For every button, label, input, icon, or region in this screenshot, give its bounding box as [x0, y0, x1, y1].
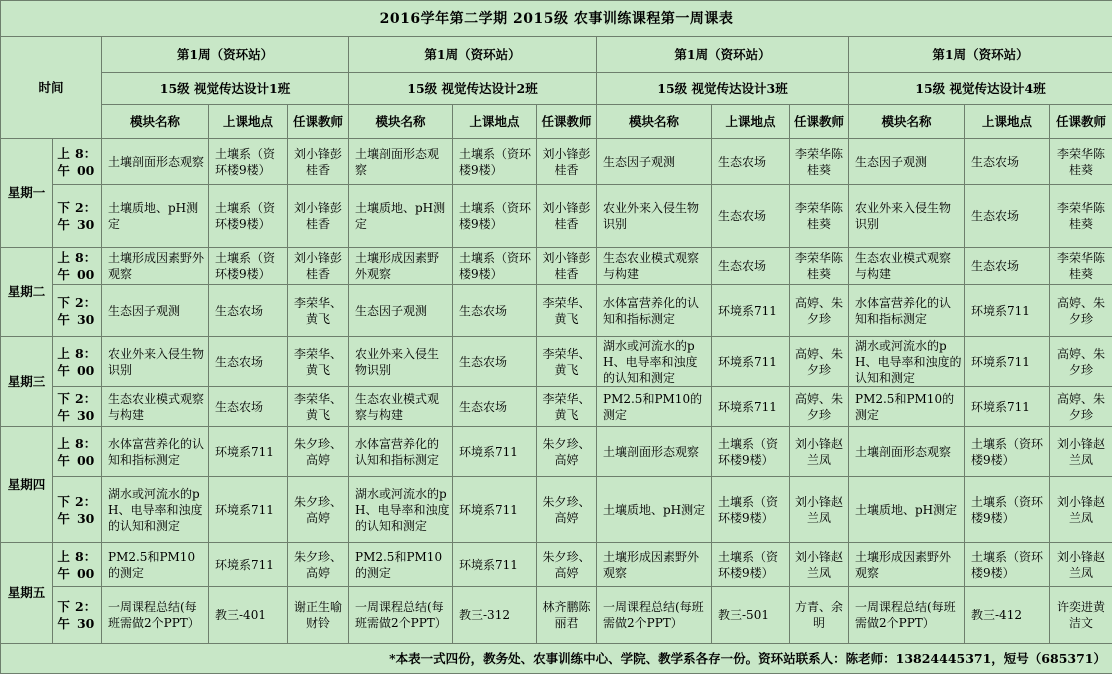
location-cell: 土壤系（资环楼9楼）	[711, 476, 790, 543]
location-cell: 教三-501	[711, 586, 790, 644]
location-cell: 环境系711	[452, 542, 537, 587]
location-cell: 环境系711	[452, 476, 537, 543]
module-cell: 土壤质地、pH测定	[596, 476, 712, 543]
teacher-cell: 李荣华陈桂葵	[1049, 138, 1112, 185]
teacher-cell: 高婷、朱夕珍	[1049, 336, 1112, 387]
location-cell: 环境系711	[208, 542, 288, 587]
time-slot-time: 2：30	[75, 294, 97, 327]
col-header-teacher: 任课教师	[287, 104, 349, 139]
week-header: 第1周（资环站）	[848, 36, 1112, 73]
teacher-cell: 刘小锋彭桂香	[536, 184, 597, 248]
location-cell: 土壤系（资环楼9楼）	[964, 542, 1050, 587]
teacher-cell: 朱夕珍、高婷	[287, 542, 349, 587]
time-slot-period: 上午	[57, 250, 70, 282]
teacher-cell: 高婷、朱夕珍	[789, 336, 849, 387]
location-cell: 环境系711	[964, 284, 1050, 337]
time-slot-period: 上午	[57, 345, 70, 378]
location-cell: 生态农场	[452, 336, 537, 387]
day-label: 星期五	[0, 542, 53, 644]
teacher-cell: 高婷、朱夕珍	[789, 284, 849, 337]
col-header-teacher: 任课教师	[1049, 104, 1112, 139]
module-cell: 生态农业模式观察与构建	[348, 386, 453, 427]
location-cell: 生态农场	[964, 247, 1050, 285]
location-cell: 生态农场	[964, 184, 1050, 248]
location-cell: 生态农场	[452, 284, 537, 337]
module-cell: 农业外来入侵生物识别	[101, 336, 209, 387]
footer-note: *本表一式四份，教务处、农事训练中心、学院、教学系各存一份。资环站联系人：陈老师：13824445371，短号（685371）	[0, 643, 1112, 674]
location-cell: 教三-412	[964, 586, 1050, 644]
col-header-location: 上课地点	[452, 104, 537, 139]
module-cell: 农业外来入侵生物识别	[596, 184, 712, 248]
teacher-cell: 李荣华陈桂葵	[1049, 247, 1112, 285]
teacher-cell: 刘小锋彭桂香	[536, 247, 597, 285]
location-cell: 生态农场	[208, 386, 288, 427]
time-slot	[52, 386, 102, 427]
teacher-cell: 李荣华陈桂葵	[789, 184, 849, 248]
time-slot-time: 8：00	[75, 548, 97, 581]
time-slot-period: 下午	[57, 493, 70, 526]
time-slot	[52, 247, 102, 285]
module-cell: 土壤剖面形态观察	[348, 138, 453, 185]
location-cell: 环境系711	[452, 426, 537, 477]
module-cell: PM2.5和PM10的测定	[596, 386, 712, 427]
location-cell: 生态农场	[452, 386, 537, 427]
time-slot	[52, 586, 102, 644]
module-cell: 生态因子观测	[348, 284, 453, 337]
teacher-cell: 林齐鹏陈丽君	[536, 586, 597, 644]
module-cell: PM2.5和PM10的测定	[348, 542, 453, 587]
location-cell: 环境系711	[208, 476, 288, 543]
teacher-cell: 刘小锋赵兰凤	[1049, 426, 1112, 477]
time-slot	[52, 476, 102, 543]
location-cell: 生态农场	[711, 138, 790, 185]
module-cell: 湖水或河流水的pH、电导率和浊度的认知和测定	[101, 476, 209, 543]
time-slot	[52, 284, 102, 337]
time-slot-period: 上午	[57, 548, 70, 581]
location-cell: 土壤系（资环楼9楼）	[711, 426, 790, 477]
location-cell: 土壤系（资环楼9楼）	[452, 138, 537, 185]
class-header: 15级 视觉传达设计1班	[101, 72, 349, 105]
teacher-cell: 李荣华陈桂葵	[789, 247, 849, 285]
module-cell: 一周课程总结(每班需做2个PPT）	[848, 586, 965, 644]
teacher-cell: 李荣华陈桂葵	[789, 138, 849, 185]
teacher-cell: 高婷、朱夕珍	[789, 386, 849, 427]
module-cell: 生态农业模式观察与构建	[848, 247, 965, 285]
time-slot-period: 上午	[57, 145, 70, 178]
module-cell: 农业外来入侵生物识别	[348, 336, 453, 387]
module-cell: PM2.5和PM10的测定	[101, 542, 209, 587]
location-cell: 土壤系（资环楼9楼）	[452, 247, 537, 285]
teacher-cell: 高婷、朱夕珍	[1049, 284, 1112, 337]
teacher-cell: 朱夕珍、高婷	[536, 476, 597, 543]
location-cell: 环境系711	[711, 336, 790, 387]
module-cell: 土壤形成因素野外观察	[848, 542, 965, 587]
module-cell: 农业外来入侵生物识别	[848, 184, 965, 248]
col-header-module: 模块名称	[101, 104, 209, 139]
teacher-cell: 刘小锋彭桂香	[287, 138, 349, 185]
time-slot-time: 2：30	[75, 493, 97, 526]
time-slot-time: 2：30	[75, 390, 97, 423]
teacher-cell: 刘小锋赵兰凤	[789, 476, 849, 543]
module-cell: 水体富营养化的认知和指标测定	[348, 426, 453, 477]
location-cell: 环境系711	[964, 386, 1050, 427]
teacher-cell: 李荣华、黄飞	[536, 386, 597, 427]
module-cell: 生态农业模式观察与构建	[101, 386, 209, 427]
location-cell: 环境系711	[711, 284, 790, 337]
location-cell: 生态农场	[711, 247, 790, 285]
day-label: 星期二	[0, 247, 53, 337]
module-cell: 一周课程总结(每班需做2个PPT）	[348, 586, 453, 644]
week-header: 第1周（资环站）	[101, 36, 349, 73]
week-header: 第1周（资环站）	[596, 36, 849, 73]
module-cell: 湖水或河流水的pH、电导率和浊度的认知和测定	[596, 336, 712, 387]
teacher-cell: 刘小锋彭桂香	[287, 247, 349, 285]
module-cell: 土壤质地、pH测定	[101, 184, 209, 248]
teacher-cell: 刘小锋彭桂香	[287, 184, 349, 248]
teacher-cell: 方青、余明	[789, 586, 849, 644]
module-cell: 水体富营养化的认知和指标测定	[596, 284, 712, 337]
teacher-cell: 朱夕珍、高婷	[287, 476, 349, 543]
col-header-location: 上课地点	[964, 104, 1050, 139]
teacher-cell: 李荣华、黄飞	[536, 336, 597, 387]
module-cell: 土壤形成因素野外观察	[348, 247, 453, 285]
teacher-cell: 朱夕珍、高婷	[536, 542, 597, 587]
time-slot-time: 8：00	[75, 435, 97, 468]
location-cell: 环境系711	[208, 426, 288, 477]
time-slot	[52, 336, 102, 387]
module-cell: 生态因子观测	[848, 138, 965, 185]
module-cell: 水体富营养化的认知和指标测定	[848, 284, 965, 337]
location-cell: 环境系711	[964, 336, 1050, 387]
teacher-cell: 刘小锋赵兰凤	[1049, 542, 1112, 587]
time-slot-time: 2：30	[75, 200, 97, 232]
time-slot-time: 8：00	[75, 250, 97, 282]
teacher-cell: 李荣华、黄飞	[287, 284, 349, 337]
page-title: 2016学年第二学期 2015级 农事训练课程第一周课表	[0, 0, 1112, 37]
time-header: 时间	[0, 36, 102, 139]
module-cell: 生态因子观测	[101, 284, 209, 337]
time-slot-period: 下午	[57, 599, 70, 631]
class-header: 15级 视觉传达设计4班	[848, 72, 1112, 105]
location-cell: 生态农场	[964, 138, 1050, 185]
module-cell: 土壤质地、pH测定	[348, 184, 453, 248]
teacher-cell: 高婷、朱夕珍	[1049, 386, 1112, 427]
module-cell: 生态农业模式观察与构建	[596, 247, 712, 285]
time-slot-time: 8：00	[75, 345, 97, 378]
time-slot-period: 下午	[57, 200, 70, 232]
time-slot-period: 下午	[57, 294, 70, 327]
col-header-teacher: 任课教师	[536, 104, 597, 139]
module-cell: 一周课程总结(每班需做2个PPT）	[101, 586, 209, 644]
teacher-cell: 刘小锋赵兰凤	[789, 542, 849, 587]
teacher-cell: 李荣华、黄飞	[536, 284, 597, 337]
col-header-location: 上课地点	[711, 104, 790, 139]
teacher-cell: 刘小锋彭桂香	[536, 138, 597, 185]
module-cell: 土壤剖面形态观察	[596, 426, 712, 477]
location-cell: 土壤系（资环楼9楼）	[964, 476, 1050, 543]
teacher-cell: 李荣华、黄飞	[287, 336, 349, 387]
teacher-cell: 李荣华陈桂葵	[1049, 184, 1112, 248]
module-cell: PM2.5和PM10的测定	[848, 386, 965, 427]
module-cell: 一周课程总结(每班需做2个PPT）	[596, 586, 712, 644]
teacher-cell: 朱夕珍、高婷	[287, 426, 349, 477]
location-cell: 土壤系（资环楼9楼）	[452, 184, 537, 248]
location-cell: 土壤系（资环楼9楼）	[208, 247, 288, 285]
col-header-module: 模块名称	[848, 104, 965, 139]
time-slot-period: 上午	[57, 435, 70, 468]
time-slot-time: 2：30	[75, 599, 97, 631]
module-cell: 生态因子观测	[596, 138, 712, 185]
day-label: 星期三	[0, 336, 53, 427]
class-header: 15级 视觉传达设计3班	[596, 72, 849, 105]
class-header: 15级 视觉传达设计2班	[348, 72, 597, 105]
module-cell: 湖水或河流水的pH、电导率和浊度的认知和测定	[848, 336, 965, 387]
time-slot	[52, 184, 102, 248]
location-cell: 生态农场	[208, 336, 288, 387]
teacher-cell: 李荣华、黄飞	[287, 386, 349, 427]
location-cell: 生态农场	[711, 184, 790, 248]
col-header-location: 上课地点	[208, 104, 288, 139]
col-header-teacher: 任课教师	[789, 104, 849, 139]
teacher-cell: 朱夕珍、高婷	[536, 426, 597, 477]
location-cell: 生态农场	[208, 284, 288, 337]
teacher-cell: 刘小锋赵兰凤	[1049, 476, 1112, 543]
location-cell: 土壤系（资环楼9楼）	[964, 426, 1050, 477]
module-cell: 湖水或河流水的pH、电导率和浊度的认知和测定	[348, 476, 453, 543]
day-label: 星期四	[0, 426, 53, 543]
module-cell: 水体富营养化的认知和指标测定	[101, 426, 209, 477]
location-cell: 教三-312	[452, 586, 537, 644]
teacher-cell: 谢正生喻财铃	[287, 586, 349, 644]
module-cell: 土壤剖面形态观察	[848, 426, 965, 477]
time-slot	[52, 138, 102, 185]
time-slot	[52, 426, 102, 477]
time-slot-time: 8：00	[75, 145, 97, 178]
teacher-cell: 刘小锋赵兰凤	[789, 426, 849, 477]
module-cell: 土壤质地、pH测定	[848, 476, 965, 543]
col-header-module: 模块名称	[348, 104, 453, 139]
module-cell: 土壤剖面形态观察	[101, 138, 209, 185]
location-cell: 教三-401	[208, 586, 288, 644]
location-cell: 土壤系（资环楼9楼）	[208, 184, 288, 248]
module-cell: 土壤形成因素野外观察	[596, 542, 712, 587]
module-cell: 土壤形成因素野外观察	[101, 247, 209, 285]
time-slot	[52, 542, 102, 587]
col-header-module: 模块名称	[596, 104, 712, 139]
week-header: 第1周（资环站）	[348, 36, 597, 73]
day-label: 星期一	[0, 138, 53, 248]
location-cell: 环境系711	[711, 386, 790, 427]
location-cell: 土壤系（资环楼9楼）	[711, 542, 790, 587]
teacher-cell: 许奕进黄洁文	[1049, 586, 1112, 644]
location-cell: 土壤系（资环楼9楼）	[208, 138, 288, 185]
time-slot-period: 下午	[57, 390, 70, 423]
